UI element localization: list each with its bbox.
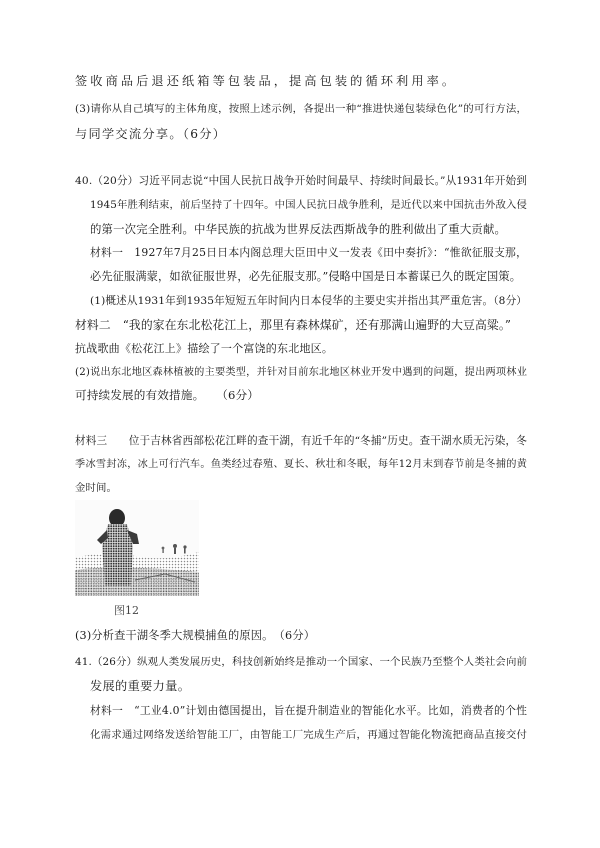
material3-line-1: 材料三 位于吉林省西部松花江畔的查干湖，有近千年的“冬捕”历史。查干湖水质无污染，冬 bbox=[75, 435, 528, 447]
figure-12-caption: 图12 bbox=[114, 604, 139, 617]
ice-fishing-photo bbox=[75, 500, 199, 596]
material2-line-1: 材料二 “我的家在东北松花江上，那里有森林煤矿，还有那满山遍野的大豆高粱。” bbox=[75, 318, 512, 332]
text-line-3: 与同学交流分享。（6分） bbox=[75, 127, 227, 141]
question-40-2-line-1: (2)说出东北地区森林植被的主要类型，并针对目前东北地区林业开发中遇到的问题，提出两项林业 bbox=[75, 367, 528, 378]
material2-line-2: 抗战歌曲《松花江上》描绘了一个富饶的东北地区。 bbox=[75, 342, 334, 355]
q40-line-1: 40.（20分）习近平同志说“中国人民抗日战争开始时间最早、持续时间最长。”从1931年开始到 bbox=[75, 175, 528, 187]
q41-material1-line-2: 化需求通过网络发送给智能工厂，由智能工厂完成生产后，再通过智能化物流把商品直接交付 bbox=[90, 729, 528, 741]
material1-line-2: 必先征服满蒙，如欲征服世界，必先征服支那。”侵略中国是日本蓄谋已久的既定国策。 bbox=[90, 270, 522, 283]
q41-line-1: 41.（26分）纵观人类发展历史，科技创新始终是推动一个国家、一个民族乃至整个人类社会向前 bbox=[75, 656, 528, 668]
text-line-1: 签收商品后退还纸箱等包装品，提高包装的循环利用率。 bbox=[75, 74, 458, 88]
figure-12-photo bbox=[75, 500, 199, 596]
q40-line-2: 1945年胜利结束，前后坚持了十四年。中国人民抗日战争胜利，是近代以来中国抗击外敌入侵 bbox=[90, 199, 528, 211]
question-40-3: (3)分析查干湖冬季大规模捕鱼的原因。 （6分） bbox=[75, 629, 316, 642]
q41-line-2: 发展的重要力量。 bbox=[90, 679, 191, 693]
q40-line-3: 的第一次完全胜利。中华民族的抗战为世界反法西斯战争的胜利做出了重大贡献。 bbox=[90, 222, 507, 236]
question-40-2-line-2: 可持续发展的有效措施。 （6分） bbox=[75, 388, 260, 402]
question-40-1: (1)概述从1931年到1935年短短五年时间内日本侵华的主要史实并指出其严重危害。（8分） bbox=[90, 295, 528, 307]
q41-material1-line-1: 材料一 “工业4.0”计划由德国提出，旨在提升制造业的智能化水平。比如，消费者的个性 bbox=[90, 704, 528, 717]
text-line-2: (3)请你从自己填写的主体角度，按照上述示例，各提出一种“推进快递包装绿色化”的可行方法， bbox=[75, 103, 528, 115]
material3-line-3: 金时间。 bbox=[75, 482, 118, 494]
material3-line-2: 季冰雪封冻，冰上可行汽车。鱼类经过春殖、夏长、秋壮和冬眠，每年12月末到春节前是冬捕的黄 bbox=[75, 459, 528, 470]
material1-line-1: 材料一 1927年7月25日日本内阁总理大臣田中义一发表《田中奏折》：“惟欲征服支那， bbox=[90, 246, 528, 259]
